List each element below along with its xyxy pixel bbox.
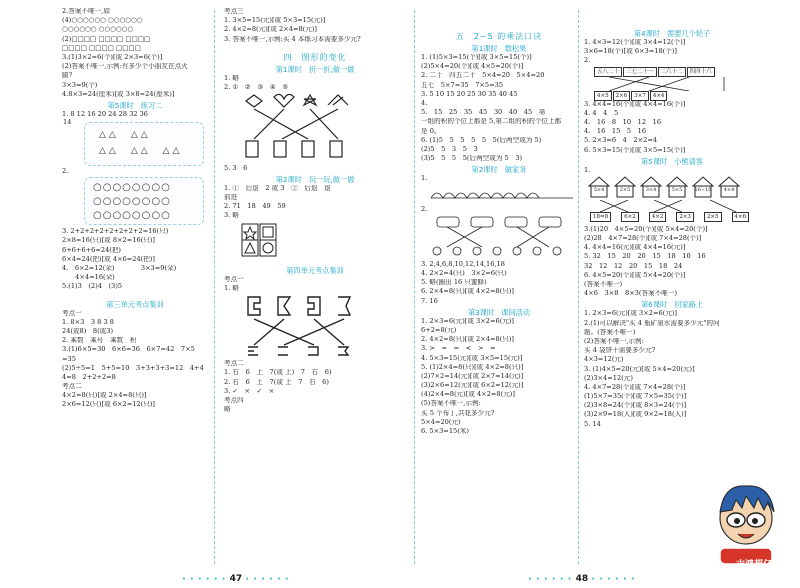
- page-number-right: [528, 574, 636, 584]
- text-line: 6. 5×3=15(个)[或 3×5=15(个)]: [584, 146, 686, 154]
- footer-dots: • • • • • •: [528, 576, 573, 583]
- answer-box: 4×4: [650, 91, 668, 101]
- section-heading: 第2课时 玩一玩,做一做: [275, 174, 355, 184]
- text-line: 2. 71 18 49 59: [224, 203, 286, 211]
- text-line: 4. 4 4 5: [584, 109, 619, 117]
- answer-box: 四四十六: [687, 67, 715, 77]
- text-line: 2. 4×2=8(元)[或 2×4=8(元)]: [224, 26, 317, 34]
- footer-dots: • • • • • •: [245, 576, 290, 583]
- text-line: (2)□□□□ □□□□ □□□□: [62, 35, 151, 43]
- text-line: 1. 8×3 3 8 3 8: [62, 318, 114, 326]
- page-number: 47: [229, 574, 243, 584]
- house-icon: [640, 176, 662, 198]
- house-matching-lines: [588, 200, 748, 212]
- circle-shapes: ○○○○○○○○: [93, 196, 171, 208]
- text-line: 24(或8) 8(或3): [62, 327, 114, 335]
- text-line: 考点三: [224, 8, 244, 15]
- unit-title: 四 图形的变化: [283, 52, 347, 62]
- text-line: 2×8=16(只)[或 8×2=16(只)]: [62, 237, 155, 245]
- text-line: 4. 6×2=12(朵) 3×3=9(朵): [62, 265, 177, 272]
- text-line: (1)5×7=35(个)[或 7×5=35(个)]: [584, 393, 687, 401]
- section-heading: 第1课时 折一折,做一做: [275, 64, 355, 74]
- text-line: (2)5÷5=1 5+5=10 3+3+3+3=12 4+4: [62, 364, 204, 372]
- text-line: 4. 16 8 10 12 16: [584, 118, 662, 126]
- text-line: (4)2×4=8(元)[或 4×2=8(元)]: [421, 391, 515, 399]
- text-line: 3×3=9(个): [62, 81, 98, 89]
- section-heading: 第2课时 做家务: [471, 165, 527, 175]
- house-icon: [588, 176, 610, 198]
- answer-box: 3×7: [631, 91, 649, 101]
- text-line: (3)5 5 5 5(后两空或为 5 3): [421, 155, 523, 163]
- text-line: 3. (1)4×5=20(元)[或 5×4=20(元)]: [584, 365, 695, 373]
- bee-matching-figure: [427, 215, 577, 259]
- column-4: [584, 28, 760, 430]
- text-line: 5.(1)3 (2)4 (3)5: [62, 283, 123, 291]
- text-line: 买 5 个布丁,共花多少元?: [421, 409, 495, 417]
- text-line: 4×2=8(只)[或 2×4=8(只)]: [62, 392, 147, 400]
- text-line: 4.: [421, 99, 428, 107]
- text-line: 五七 5×7=35 7×5=35: [421, 81, 504, 89]
- triangle-shapes: △△ △△ △△: [99, 146, 183, 157]
- text-line: 买 4 袋饼干需要多少元?: [584, 347, 656, 355]
- text-line: (2)答案不唯一,示例:: [584, 337, 644, 345]
- mascot-badge-text: 志鸿超亿: [735, 560, 772, 570]
- column-3: [421, 30, 577, 437]
- unit-title: 五 2~5 的乘法口诀: [455, 32, 543, 41]
- house-icon: [718, 176, 740, 198]
- text-line: 6. (1)5 5 5 5 5 5(后两空或为 5): [421, 136, 542, 144]
- text-line: □□□□ □□□□ □□□□: [62, 44, 141, 52]
- triangle-figure: [63, 118, 204, 166]
- circle-shapes: ○○○○○○○○: [93, 182, 171, 194]
- text-line: 2. 4×2=8(只)[或 2×4=8(只)]: [421, 336, 514, 344]
- text-line: 6+6+6+6=24(把): [62, 246, 122, 254]
- column-divider: [414, 10, 415, 564]
- text-line: =35: [62, 355, 76, 363]
- mirror-matching-figure: [238, 295, 378, 359]
- sign-label: 2×5: [704, 212, 722, 222]
- text-line: (5)答案不唯一,示例:: [421, 400, 481, 408]
- text-line: 2.(1)可以解决"买 4 瓶矿泉水需要多少元"的问: [584, 319, 720, 327]
- text-line: 3.(1)6×5=30 6×6=36 6×7=42 7×5: [62, 346, 195, 354]
- section-heading: 第5课时 练习二: [107, 100, 163, 110]
- text-line: (3)2×9=18(人)[或 9×2=18(人)]: [584, 411, 687, 419]
- text-line: 1. 略: [224, 285, 239, 293]
- circle-shapes: ○○○○○○○○: [93, 210, 171, 222]
- text-line: 题。(答案不唯一): [584, 328, 636, 336]
- section-heading: 第5课时 小熊请客: [640, 156, 704, 166]
- text-line: 4×4=16(朵): [62, 274, 115, 282]
- text-line: 2.: [421, 206, 428, 214]
- house-icon: [614, 176, 636, 198]
- figure-label: 2.: [62, 168, 69, 176]
- text-line: 6×4=24(把)[或 4×6=24(把)]: [62, 255, 155, 263]
- footer-dots: • • • • • •: [182, 576, 227, 583]
- text-line: 5. 2×3=6 4 2×2=4: [584, 137, 658, 145]
- text-line: (4)○○○○○○ ○○○○○○: [62, 17, 143, 25]
- text-line: 1. ① 后退 2 或 3 ② 后退 退: [224, 184, 331, 192]
- text-line: 考点二: [62, 383, 82, 391]
- text-line: 考点二: [224, 360, 244, 368]
- text-line: (2)5×4=20(个)[或 4×5=20(个)]: [421, 63, 524, 71]
- house-label: 2×5: [619, 186, 631, 193]
- text-line: 4. 16 15 5 16: [584, 128, 647, 136]
- text-line: 5. 略(圈出 16 只蜜蜂): [421, 279, 487, 287]
- text-line: 5. 14: [584, 420, 601, 428]
- house-icon: [666, 176, 688, 198]
- section-heading: 第三单元考点集训: [106, 299, 164, 309]
- text-line: 3. ✓ × ✓ ×: [224, 387, 275, 395]
- answer-box: 五八二十: [594, 67, 622, 77]
- text-line: 6. 4×5=20(个)[或 5×4=20(个)]: [584, 271, 686, 279]
- footer-dots: • • • • • •: [591, 576, 636, 583]
- text-line: 6. 2×4=8(只)[或 4×2=8(只)]: [421, 288, 514, 296]
- shape-grid-figure: [240, 222, 300, 258]
- text-line: 1. 2×3=6(元)[或 3×2=6(元)]: [421, 317, 514, 325]
- text-line: 3. 2+2+2+2+2+2+2+2=16(只): [62, 228, 169, 236]
- text-line: (2)28 4×7=28(个)[或 7×4=28(个)]: [584, 235, 702, 243]
- text-line: 3. 4×4=16(个)[或 4×4=16(个)]: [584, 100, 686, 108]
- text-line: (答案不唯一): [584, 281, 623, 288]
- text-line: 6. 5×3=15(米): [421, 428, 469, 435]
- text-line: 4. 4×4=16(元)[或 4×4=16(元)]: [584, 244, 686, 252]
- sign-label: 2×3: [676, 212, 694, 222]
- answer-box: 二六十二: [658, 67, 686, 77]
- text-line: 2.: [584, 57, 591, 65]
- circle-figure: [84, 177, 204, 225]
- text-line: 4=8 2+2+2=8: [62, 373, 116, 381]
- text-line: 4.8×3=24(厘米)[或 3×8=24(厘米)]: [62, 90, 175, 98]
- text-line: 一组的积的个位上都是 5,第二组的积的个位上都: [421, 118, 562, 126]
- text-line: 2. ① ② ③ ④ ⑤: [224, 83, 289, 91]
- house-label: 4×4: [723, 186, 735, 193]
- text-line: 7. 16: [421, 297, 438, 305]
- text-line: 4×3=12(元): [584, 356, 624, 364]
- text-line: (3)2×6=12(元)[或 6×2=12(元)]: [421, 382, 524, 390]
- text-line: 3. 答案不唯一,示例:买 4 本练习本需要多少元?: [224, 35, 361, 43]
- text-line: 3. 2,4,6,8,10,12,14,16,18: [421, 260, 505, 268]
- text-line: 考点一: [62, 309, 82, 317]
- house-label: 5×5: [671, 186, 683, 193]
- text-line: 5. 32 15 20 20 15 18 10 16: [584, 253, 706, 261]
- page-number: 48: [575, 574, 589, 584]
- text-line: 1.: [584, 166, 591, 174]
- text-line: 2.答案不唯一,如: [62, 8, 110, 15]
- text-line: 腿?: [62, 72, 73, 80]
- text-line: 考点一: [224, 276, 244, 284]
- text-line: 3.(1)20 4×5=20(个)[或 5×4=20(个)]: [584, 225, 708, 233]
- text-line: 1. 4×3=12(个)[或 3×4=12(个)]: [584, 39, 686, 46]
- text-line: 考点四: [224, 396, 244, 404]
- section-heading: 第4课时 需要几个轮子: [633, 29, 711, 38]
- text-line: 2. 乘数 乘号 乘数 积: [62, 337, 137, 345]
- text-line: 1. 2×3=6(元)[或 3×2=6(元)]: [584, 310, 677, 318]
- text-line: 2. 二十 四五二十 5×4=20 5×4=20: [421, 72, 545, 80]
- answer-box: 三七二十一: [623, 67, 657, 77]
- text-line: 2. 右 6 上 7(或 上 7 右 6): [224, 378, 329, 386]
- text-line: 4. 2×2=4(只) 3×2=6(只): [421, 270, 507, 277]
- text-line: 32 12 12 20 15 18 24: [584, 262, 683, 270]
- answer-box: 2×6: [613, 91, 631, 101]
- text-line: 前进: [224, 194, 238, 202]
- text-line: 5×4=20(元): [421, 418, 461, 426]
- text-line: 3.(1)3×2=6(个)[或 2×3=6(个)]: [62, 53, 163, 61]
- crossing-lines-figure: [594, 77, 744, 91]
- column-divider: [578, 10, 579, 564]
- column-divider: [214, 10, 215, 564]
- text-line: 5. (1)2×4=8(只)[或 4×2=8(只)]: [421, 363, 524, 371]
- text-line: 3. 5 10 15 20 25 30 35 40 45: [421, 90, 518, 98]
- text-line: 1.: [421, 175, 428, 183]
- text-line: 4. 5×3=15(元)[或 3×5=15(元)]: [421, 354, 523, 362]
- text-line: 4×6 3×8 8×3(答案不唯一): [584, 290, 678, 298]
- answer-box: 4×5: [594, 91, 612, 101]
- number-line-figure: [427, 184, 577, 204]
- text-line: 1. 右 6 上 7(或 上) 7 右 6): [224, 369, 332, 377]
- text-line: 是 0。: [421, 127, 441, 135]
- text-line: 5. 3 6: [224, 164, 248, 172]
- text-line: 1. 略: [224, 74, 239, 82]
- text-line: (2)7×2=14(元)[或 2×7=14(元)]: [421, 372, 524, 380]
- house-label: 16÷16: [694, 186, 712, 193]
- text-line: 1. (1)5×3=15(个)[或 3×5=15(个)]: [421, 54, 532, 61]
- text-line: 3. 略: [224, 212, 239, 220]
- text-line: 3×6=18(个)[或 6×3=18(个)]: [584, 48, 677, 56]
- house-icon: [692, 176, 714, 198]
- sign-label: 6×2: [621, 212, 639, 222]
- column-1: [62, 8, 208, 411]
- text-line: 4. 4×7=28(个)[或 7×4=28(个)]: [584, 383, 686, 391]
- sign-label: 4×6: [732, 212, 750, 222]
- text-line: 略: [224, 406, 231, 414]
- text-line: 1. 3×5=15(元)[或 5×3=15(元)]: [224, 17, 326, 25]
- figure-label: 14: [63, 118, 72, 127]
- column-2: [224, 8, 406, 415]
- text-line: (2)3×4=12(元): [584, 374, 633, 382]
- text-line: (2)答案不唯一,示例:有多少个小朋友在点火: [62, 63, 188, 71]
- section-heading: 第3课时 课间活动: [467, 307, 531, 317]
- text-line: 5. 15 25 35 45 30 40 45 第: [421, 109, 546, 117]
- matching-figure: [238, 93, 368, 163]
- page-number-left: [182, 574, 290, 584]
- text-line: (2)3×8=24(个)[或 8×3=24(个)]: [584, 402, 687, 410]
- triangle-shapes: △△ △△: [99, 130, 151, 141]
- text-line: 6+2=8(元): [421, 326, 457, 334]
- section-heading: 第四单元考点集训: [286, 266, 344, 276]
- house-label: 5×4: [593, 186, 605, 193]
- text-line: 3. > = = < > =: [421, 345, 496, 353]
- section-heading: 第6课时 回家路上: [640, 300, 704, 310]
- text-line: (2)5 5 3 5 3: [421, 145, 478, 153]
- text-line: ○○○○○○ ○○○○○○: [62, 26, 134, 34]
- section-heading: 第1课时 数松果: [471, 44, 527, 53]
- text-line: 1. 8 12 16 20 24 28 32 36: [62, 110, 148, 118]
- text-line: 2×6=12(只)[或 6×2=12(只)]: [62, 401, 155, 409]
- house-label: 3×4: [645, 186, 657, 193]
- sign-label: 4×2: [649, 212, 667, 222]
- sign-label: 18=8: [590, 212, 611, 222]
